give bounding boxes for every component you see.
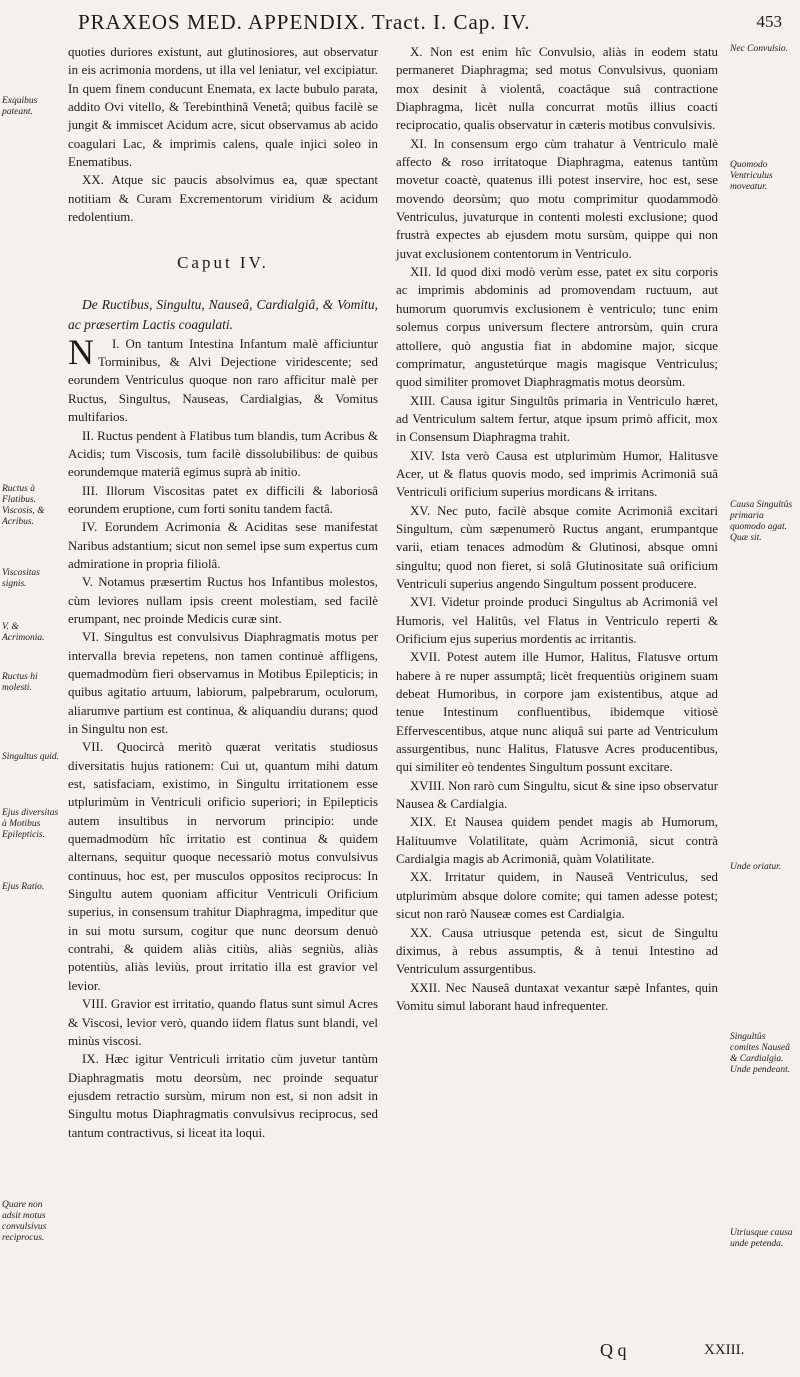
header-title: PRAXEOS MED. APPENDIX. Tract. I. Cap. IV. (78, 10, 531, 34)
drop-capital: N (68, 331, 94, 372)
margin-note-right: Nec Convulsio. (730, 44, 789, 54)
signature-mark: Q q (600, 1340, 627, 1360)
paragraph-xviii: XVIII. Non rarò cum Singultu, sicut & sine ipso observatur Nausea & Cardialgia. (396, 778, 718, 812)
paragraph-xiv: XIV. Ista verò Causa est utplurimùm Humor, Halitusve Acer, ut & flatus quovis modo, sed imprimis Acrimoniâ suâ Ventriculi orificium superius mordicans & irritans. (396, 448, 718, 500)
paragraph-xx: XX. Atque sic paucis absolvimus ea, quæ spectant notitiam & Curam Excrementorum viridium & acidum redolentium. (68, 173, 378, 225)
paragraph-continued: quoties duriores existunt, aut glutinosiores, aut observatur in eis acrimonia mordens, ut illa vel leniatur, vel excipiatur. In quem finem conducunt Enemata, ex lacte bubulo parata, addito Ovi vitello, & Terebinthinâ Venetâ; quibus facilè se jungit & immiscet Acidum acre, sicut observamus ab acido coagulari Lac, & imprimis calens, quale injici soleo in Enematibus. (68, 45, 378, 170)
paragraph-ix: IX. Hæc igitur Ventriculi irritatio cùm juvetur tantùm Diaphragmatis motu deorsùm, nec proinde sequatur ejusdem retractio sursùm, mirum non est, si non adsit in Singultu motus Diaphragmatis convulsivus reciprocus, sed tantum contractivus, si liceat ita loqui. (68, 1052, 378, 1140)
margin-note-right: Quomodo Ventriculus moveatur. (730, 160, 773, 192)
paragraph-viii: VIII. Gravior est irritatio, quando flatus sunt simul Acres & Viscosi, levior verò, quando iidem flatus sunt blandi, vel minùs viscosi. (68, 997, 378, 1048)
margin-note-right: Unde oriatur. (730, 862, 782, 872)
paragraph-xi: XI. In consensum ergo cùm trahatur à Ventriculo malè affecto & roso irritatoque Diaphragma, eatenus tantùm movetur coactè, quatenus illi potest inservire, hoc est, sese movendo deorsùm; quo motu comprimitur quodammodò Ventriculus, juvaturque in contenti molesti exclusione; quod frustrà expectes ab ejusdem motu sursùm, quippe qui non juvat exclusionem contentorum in Ventriculo. (396, 136, 718, 261)
margin-note-left: Singultus quid. (2, 752, 60, 762)
running-header (78, 10, 782, 36)
margin-note-left: Exquibus pateant. (2, 96, 38, 117)
paragraph-xvii: XVII. Potest autem ille Humor, Halitus, Flatusve ortum habere à re nuper assumptâ; licèt frequentiùs originem suam debeat Humoribus, in corpore jam existentibus, atque ad tenue Intestinum confluentibus, ibidemque vitiosè Effervescentibus, atque nunc aliquâ sui parte ad Ventriculum assurgentibus, nunc Halitus, Flatusve Acres producentibus, qui similiter eò tendentes Singultum possunt excitare. (396, 650, 718, 775)
paragraph-xii: XII. Id quod dixi modò verùm esse, patet ex situ corporis ac imprimis abdominis ad promovendam ructuum, aut humorum quorumvis exclusionem è ventriculo; tunc enim solemus corpus universum flectere antrorsùm, quin crura attollere, quò angustia fiat in abdomine major, sicque comprimatur, angustetúrque magis magisque Ventriculus; quod similiter promovet Diaphragmatis motus deorsùm. (396, 265, 718, 390)
margin-note-left: V. & Acrimonia. (2, 622, 45, 643)
paragraph-xxi: XX. Causa utriusque petenda est, sicut de Singultu diximus, à rebus assumptis, & à tenui Intestino ad Ventriculum assurgentibus. (396, 925, 718, 977)
page-number: 453 (756, 12, 782, 31)
margin-note-left: Ructus à Flatibus. Viscosis, & Acribus. (2, 484, 45, 527)
chapter-subtitle: De Ructibus, Singultu, Nauseâ, Cardialgiâ, & Vomitu, ac præsertim Lactis coagulati. (68, 296, 378, 332)
margin-note-left: Ejus Ratio. (2, 882, 45, 892)
page-footer (0, 1340, 800, 1368)
paragraph-iii: III. Illorum Viscositas patet ex difficili & laboriosâ eorundem eruptione, cum forti sonitu tandem factâ. (68, 483, 378, 516)
left-column (68, 43, 378, 1142)
paragraph-x: X. Non est enim hîc Convulsio, aliàs in eodem statu permaneret Diaphragma; sed motus Convulsivus, quoniam mox desinit à violentâ, coactâque suâ contractione Diaphragma, licèt nulla concurrat motûs illius coacti reciprocatio, qualis observatur in cæteris motibus convulsivis. (396, 45, 718, 133)
margin-note-right: Utriusque causa unde petenda. (730, 1228, 793, 1249)
margin-note-left: Viscositas signis. (2, 568, 40, 589)
catchword: XXIII. (704, 1342, 745, 1358)
margin-note-left: Ejus diversitas à Motibus Epilepticis. (2, 808, 59, 840)
chapter-heading: Caput IV. (177, 253, 269, 273)
paragraph-xv: XV. Nec puto, facilè absque comite Acrimoniâ excitari Singultum, cùm sæpenumerò Ructus angant, erumpantque varii, etiam tenaces admodùm & Glutinosi, absque omni singultu; quod non fieret, si solâ Glutinositate suâ orificium Ventriculi superius angendo Singultum possent producere. (396, 503, 718, 591)
right-column (396, 43, 718, 1015)
paragraph-i-text: I. On tantum Intestina Infantum malè afficiuntur Torminibus, & Alvi Dejectione viridescente; sed eorundem Ventriculus quoque non raro afficitur malè per Ructus, Singultus, Nauseas, Cardialgias, & Vomitus multifarios. (68, 336, 378, 425)
paragraph-i (68, 331, 378, 427)
paragraph-xx-right: XX. Irritatur quidem, in Nauseâ Ventriculus, sed utplurimùm absque dolore comite; qui tamen adesse potest; sicut non rarò Nauseæ comes est Cardialgia. (396, 870, 718, 922)
paragraph-xiii: XIII. Causa igitur Singultûs primaria in Ventriculo hæret, ad Ventriculum saltem fertur, atque ipsum primò afficit, mox in Consensum Diaphragma trahit. (396, 393, 718, 445)
paragraph-xvi: XVI. Videtur proinde produci Singultus ab Acrimoniâ vel Humoris, vel Halitûs, vel Flatus in Ventriculo reperti & Orificium ejus superius mordentis ac irritantis. (396, 595, 718, 646)
margin-note-left: Quare non adsit motus convulsivus reciprocus. (2, 1200, 47, 1243)
margin-note-left: Ructus hi molesti. (2, 672, 38, 693)
paragraph-v: V. Notamus præsertim Ructus hos Infantibus molestos, cùm leviores nullam ipsis creent molestiam, sed facilè erumpant, nec proinde Medicis curæ sint. (68, 575, 378, 626)
margin-note-right: Singultûs comites Nauseâ & Cardialgia. Unde pendeant. (730, 1032, 791, 1075)
margin-note-right: Causa Singultûs primaria quomodo agat. Quæ sit. (730, 500, 793, 543)
paragraph-ii: II. Ructus pendent à Flatibus tum blandis, tum Acribus & Acidis; tum Viscosis, tum facilè dissolubilibus: de quibus eorundemque materiâ egimus suprà ab initio. (68, 428, 378, 480)
paragraph-vii: VII. Quocircà meritò quærat veritatis studiosus diversitatis hujus rationem: Cui ut, quantum mihi datum est, satisfaciam, existimo, in Singultu irritationem esse utplurimùm in Ventriculi orificio superiori; in Epilepticis autem insultibus in nervorum principio: unde quemadmodùm hîc irritatio est continua & quidem alternans, sequitur quoque necessariò motus convulsivus continuus, hoc est, per musculos oppositos reciprocus: In Singultu autem quoniam afficitur Ventriculi Orificium superius, in consensum trahitur Diaphragma, impeditur que in sui motu sursum, cogitur que nunc deorsum denuò contrahi, & quidem aliàs citiùs, aliàs segniùs, aliàs potentiùs, aliàs leviùs, prout irritatio illa est gravior vel levior. (68, 740, 378, 993)
paragraph-iv: IV. Eorundem Acrimonia & Aciditas sese manifestat Naribus adstantium; sicut non semel ipse sum expertus cum admiratione in propria filiolâ. (68, 520, 378, 571)
paragraph-vi: VI. Singultus est convulsivus Diaphragmatis motus per intervalla brevia repetens, non tamen continuè affligens, quemadmodùm fieri observamus in Motibus Epilepticis; in quibus agitatio artuum, labiorum, palpebrarum, oculorum, aliarumve partium est continua, & aliquandiu durans; quod in Singultu non est. (68, 630, 378, 736)
paragraph-xix: XIX. Et Nausea quidem pendet magis ab Humorum, Halituumve Volatilitate, quàm Acrimoniâ, sicut contrà Cardialgia magis ab Acrimoniâ, quàm Volatilitate. (396, 815, 718, 867)
paragraph-xxii: XXII. Nec Nauseâ duntaxat vexantur sæpè Infantes, quin Vomitu simul laborant haud infrequenter. (396, 980, 718, 1013)
